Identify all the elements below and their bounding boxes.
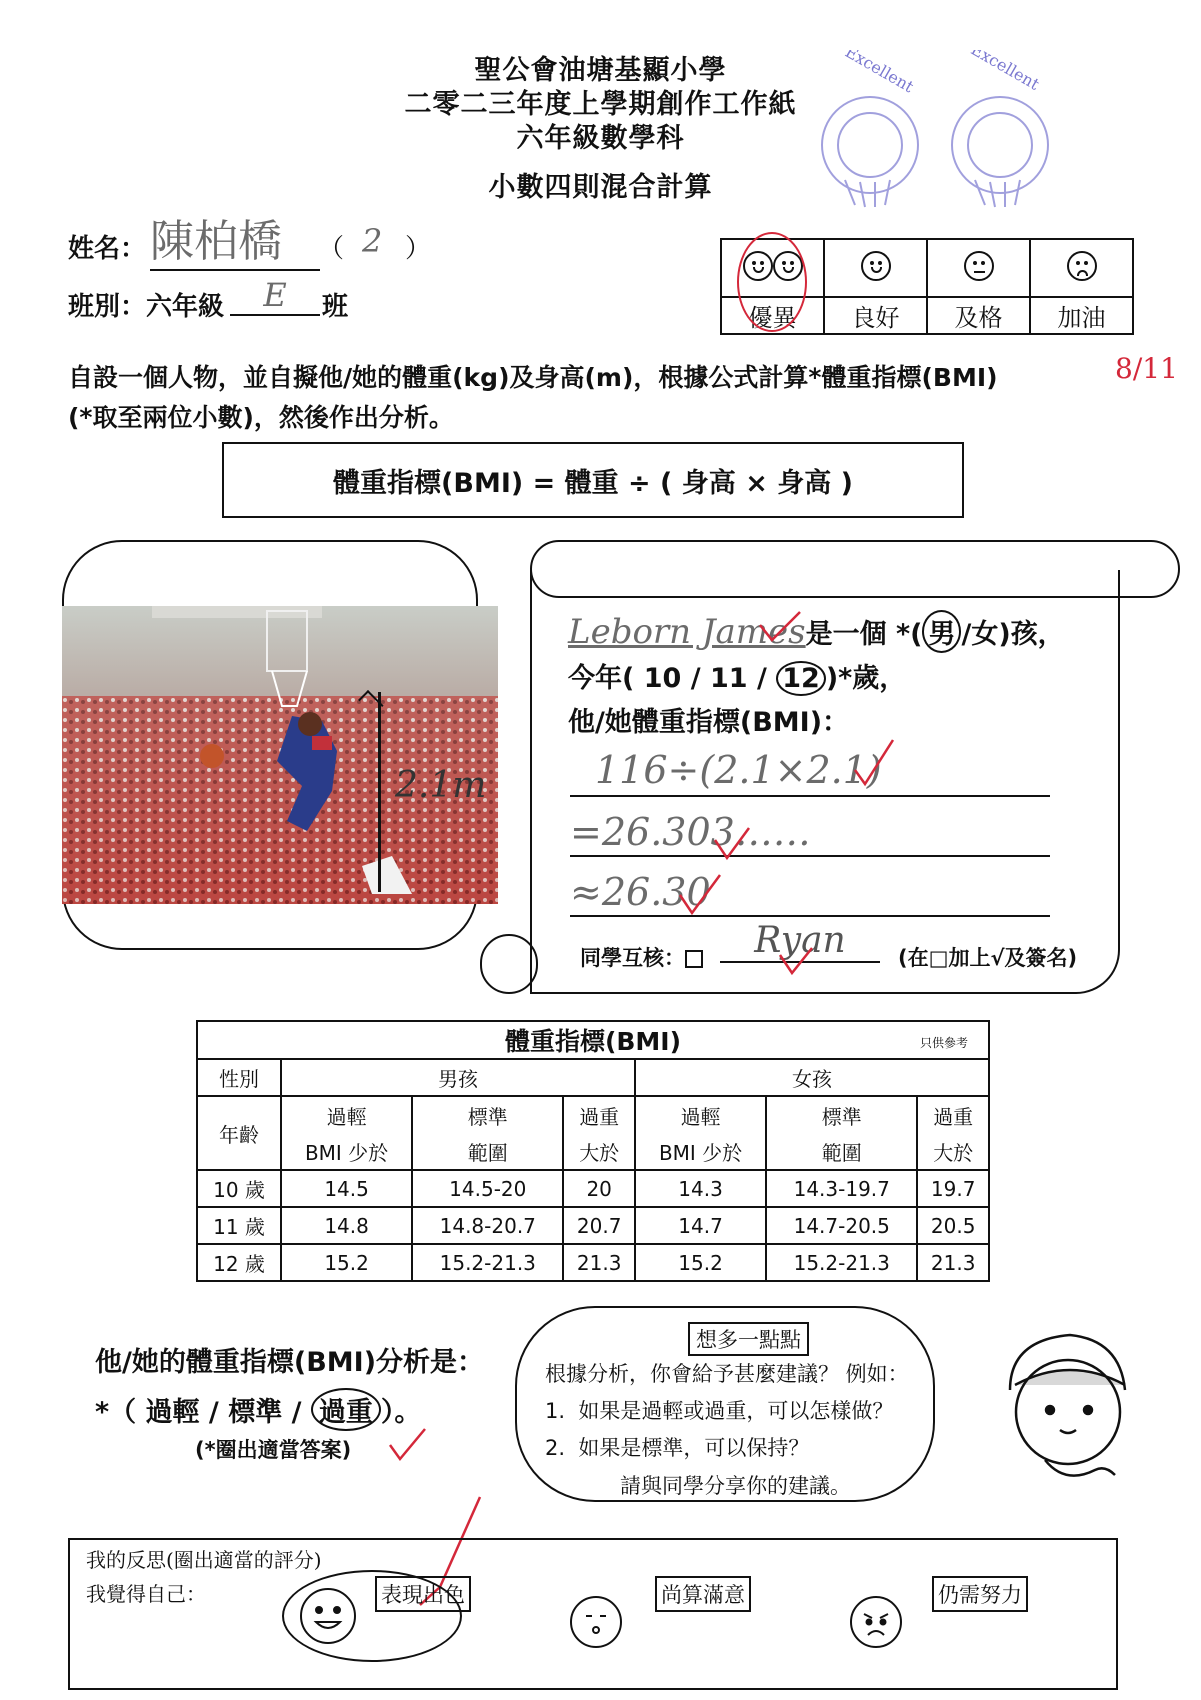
table-cell: 21.3 <box>563 1244 635 1281</box>
excellent-stamps <box>800 50 1090 210</box>
col-header-top: 過輕 <box>635 1096 766 1133</box>
rating-label-good: 良好 <box>824 297 927 334</box>
col-header-bottom: 範圍 <box>412 1133 563 1170</box>
peer-note: (在□加上√及簽名) <box>898 946 1078 970</box>
calc-step-1: 116÷(2.1×2.1) <box>595 748 882 792</box>
name-label: 姓名： <box>68 234 147 264</box>
gender-slash: / <box>961 619 972 650</box>
rating-face-good <box>824 239 927 297</box>
rating-label-pass: 及格 <box>927 297 1030 334</box>
col-header-top: 過重 <box>917 1096 989 1133</box>
age-header: 年齡 <box>197 1096 281 1170</box>
sad-face-icon <box>1067 251 1097 281</box>
gender-header: 性別 <box>197 1059 281 1096</box>
table-cell: 14.8 <box>281 1207 412 1244</box>
rating-face-pass <box>927 239 1030 297</box>
analysis-option-normal: 標準 <box>228 1397 283 1428</box>
table-cell: 21.3 <box>917 1244 989 1281</box>
class-label: 班別：六年級 <box>68 292 225 322</box>
calc-line-1 <box>570 795 1050 797</box>
student-name: 陳柏橋 <box>150 205 320 271</box>
table-cell: 14.5 <box>281 1170 412 1207</box>
peer-signature: Ryan <box>720 920 880 963</box>
boy-header: 男孩 <box>281 1059 635 1096</box>
table-cell: 14.7 <box>635 1207 766 1244</box>
age-line: 今年( 10 / 11 / 12 )*歲， <box>568 663 907 694</box>
svg-text:Excellent: Excellent <box>967 50 1043 94</box>
table-cell: 14.3 <box>635 1170 766 1207</box>
reflection-option-effort: 仍需努力 <box>932 1576 1028 1612</box>
height-arrow-line <box>378 692 381 892</box>
person-name: Leborn James <box>568 612 806 652</box>
calc-step-2: =26.303…… <box>570 810 811 854</box>
row-age: 11 歲 <box>197 1207 281 1244</box>
school-name: 聖公會油塘基顯小學 <box>474 55 727 86</box>
age-10: 10 <box>643 663 682 694</box>
peer-checkbox[interactable] <box>685 950 703 968</box>
bmi-reference-table <box>196 1020 990 1282</box>
instruction-line2: (*取至兩位小數)，然後作出分析。 <box>68 403 454 432</box>
table-cell: 20.7 <box>563 1207 635 1244</box>
table-cell: 15.2 <box>635 1244 766 1281</box>
table-cell: 14.5-20 <box>412 1170 563 1207</box>
satisfied-kid-icon <box>570 1596 622 1648</box>
table-cell: 15.2-21.3 <box>766 1244 917 1281</box>
col-header-bottom: BMI 少於 <box>635 1133 766 1170</box>
col-header-top: 過重 <box>563 1096 635 1133</box>
calc-line-3 <box>570 915 1050 917</box>
analysis-option-under: 過輕 <box>145 1397 200 1428</box>
worksheet-title: 二零二三年度上學期創作工作紙 <box>404 89 797 120</box>
table-cell: 15.2-21.3 <box>412 1244 563 1281</box>
age-11: 11 <box>710 663 748 694</box>
table-cell: 20 <box>563 1170 635 1207</box>
age-prefix: 今年( <box>568 663 635 694</box>
calc-line-2 <box>570 855 1050 857</box>
formula-box <box>222 442 964 518</box>
table-cell: 14.3-19.7 <box>766 1170 917 1207</box>
analysis-line1: 他/她的體重指標(BMI)分析是： <box>95 1347 485 1378</box>
item1-text: 如果是過輕或過重，可以怎樣做？ <box>578 1399 894 1423</box>
bmi-table-title: 體重指標(BMI) <box>504 1027 682 1056</box>
scroll-bottom-roll <box>480 934 538 994</box>
reflection-title: 我的反思(圈出適當的評分) <box>86 1548 322 1572</box>
instruction-line1: 自設一個人物，並自擬他/她的體重(kg)及身高(m)，根據公式計算*體重指標(BMI) <box>68 363 998 392</box>
topic-title: 小數四則混合計算 <box>488 172 713 203</box>
item2-number: 2. <box>545 1436 566 1460</box>
row-age: 12 歲 <box>197 1244 281 1281</box>
rating-label-tryharder: 加油 <box>1030 297 1133 334</box>
student-number: 2 <box>362 222 383 260</box>
item1-number: 1. <box>545 1399 566 1423</box>
think-more-line1: 根據分析，你會給予甚麼建議？ 例如： <box>545 1362 909 1386</box>
row-age: 10 歲 <box>197 1170 281 1207</box>
rating-face-tryharder <box>1030 239 1133 297</box>
bmi-line-label: 他/她體重指標(BMI)： <box>568 707 850 738</box>
analysis-note: (*圈出適當答案) <box>195 1438 352 1462</box>
peer-label: 同學互核： <box>580 946 685 970</box>
gender-male: 男 <box>922 610 961 653</box>
item2-text: 如果是標準，可以保持？ <box>578 1436 810 1460</box>
neutral-face-icon <box>964 251 994 281</box>
basketball-picture <box>62 606 498 904</box>
think-more-line4: 請與同學分享你的建議。 <box>620 1474 851 1498</box>
calc-step-3: ≈26.30 <box>570 870 711 914</box>
analysis-option-over: 過重 <box>311 1388 381 1431</box>
analysis-options: *（ 過輕 / 標準 / 過重 ）。 <box>95 1388 421 1431</box>
age-12: 12 <box>776 661 826 696</box>
table-cell: 14.8-20.7 <box>412 1207 563 1244</box>
rating-selection-circle <box>737 232 807 332</box>
bmi-table-title-cell <box>197 1021 989 1059</box>
date-mark: 8/11 <box>1115 352 1178 385</box>
class-value: E <box>230 276 320 316</box>
worried-kid-icon <box>850 1596 902 1648</box>
class-suffix: 班 <box>322 292 349 322</box>
table-row <box>197 1170 989 1207</box>
formula-text: 體重指標(BMI) = 體重 ÷ ( 身高 × 身高 ) <box>333 467 853 499</box>
happy-kid-icon <box>300 1588 356 1644</box>
subject-title: 六年級數學科 <box>516 123 685 154</box>
age-suffix: )*歲， <box>825 663 907 694</box>
reflection-option-excellent: 表現出色 <box>375 1576 471 1612</box>
gender-female: 女 <box>971 619 999 650</box>
person-line <box>568 610 1065 653</box>
is-a-text: 是一個 *( <box>805 619 923 650</box>
reflection-self: 我覺得自己： <box>86 1582 206 1606</box>
table-row <box>197 1207 989 1244</box>
peer-check-label <box>580 942 703 972</box>
table-row <box>197 1244 989 1281</box>
number-open: （ <box>318 234 345 264</box>
svg-text:Excellent: Excellent <box>842 50 917 97</box>
table-cell: 20.5 <box>917 1207 989 1244</box>
bmi-table-note: 只供參考 <box>919 1036 968 1050</box>
girl-header: 女孩 <box>635 1059 989 1096</box>
analysis-star: *（ <box>95 1397 137 1428</box>
analysis-close: ）。 <box>380 1397 422 1428</box>
col-header-bottom: 範圍 <box>766 1133 917 1170</box>
child-text: )孩， <box>998 619 1065 650</box>
height-label: 2.1m <box>395 765 487 806</box>
think-more-item1 <box>545 1395 893 1425</box>
col-header-bottom: 大於 <box>917 1133 989 1170</box>
col-header-top: 標準 <box>766 1096 917 1133</box>
table-cell: 14.7-20.5 <box>766 1207 917 1244</box>
rating-label-excellent: 優異 <box>721 297 824 334</box>
col-header-top: 標準 <box>412 1096 563 1133</box>
thinking-boy-icon <box>990 1330 1140 1490</box>
number-close: ） <box>405 234 432 264</box>
table-cell: 19.7 <box>917 1170 989 1207</box>
think-more-title: 想多一點點 <box>688 1322 809 1356</box>
col-header-top: 過輕 <box>281 1096 412 1133</box>
think-more-item2 <box>545 1432 809 1462</box>
col-header-bottom: BMI 少於 <box>281 1133 412 1170</box>
reflection-option-satisfied: 尚算滿意 <box>655 1576 751 1612</box>
smile-face-icon <box>861 251 891 281</box>
col-header-bottom: 大於 <box>563 1133 635 1170</box>
table-cell: 15.2 <box>281 1244 412 1281</box>
